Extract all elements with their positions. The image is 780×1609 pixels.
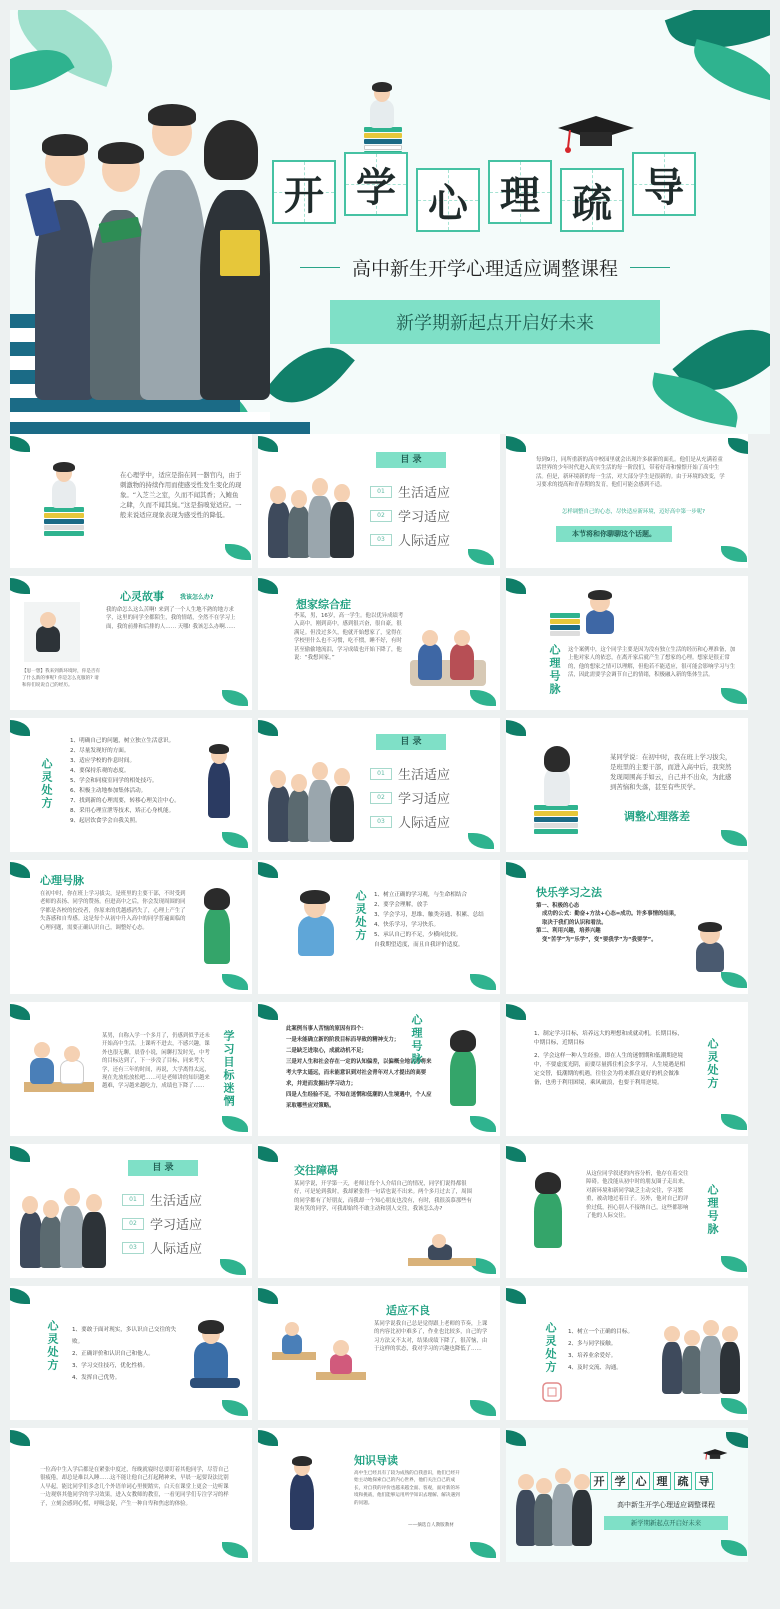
student-at-books-illustration bbox=[550, 586, 630, 642]
slide-source: ——摘选自人教版教材 bbox=[408, 1523, 454, 1528]
prescription-list bbox=[70, 736, 190, 826]
list-item: 4、要保持乐观的态度。 bbox=[70, 768, 130, 774]
leaf-decoration bbox=[686, 39, 770, 101]
slide-title: 交往障碍 bbox=[294, 1164, 338, 1177]
slide-diagnosis-1 bbox=[506, 576, 748, 710]
slide-paragraph: 高中生已经具有了较为成熟的自我意识，他们已经开始主动地探索自己的内心世界，他们关注自己的成长，对自我的评价也越来越全面、客观，面对新的环境和挑战，他们能够运用所学知识去理解、解决遇到的问题。 bbox=[354, 1471, 460, 1506]
list-item: 1、要敢于面对现实，多认识自己交往的失败。 bbox=[72, 1327, 177, 1345]
students-studying-illustration bbox=[24, 1038, 96, 1110]
list-item: 1、制定学习目标，培养远大的理想和成就动机。长期目标，中期目标，近期目标 bbox=[534, 1031, 683, 1046]
students-group-illustration bbox=[514, 1454, 594, 1558]
list-item: 1、明确自己的问题，树立独立生活意识。 bbox=[70, 738, 175, 744]
slide-title: 心灵故事 bbox=[120, 590, 164, 603]
toc-item[interactable]: 01 生活适应 bbox=[122, 1190, 202, 1209]
toc-heading: 目 录 bbox=[128, 1160, 198, 1176]
boy-presenting-illustration bbox=[686, 920, 736, 980]
teacher-pointing-illustration bbox=[282, 1450, 326, 1550]
closing-title bbox=[590, 1472, 713, 1490]
cover-slide bbox=[10, 10, 770, 434]
girl-with-book-illustration bbox=[196, 884, 240, 980]
title-char-box: 导 bbox=[695, 1472, 713, 1490]
students-group-illustration bbox=[660, 1308, 742, 1408]
slide-paragraph: 某同学说：在初中时，我在班上学习拔尖，是班里的主要干部，而进入高中后，我突然发现周围高手如云，自己并不出众，为此感到苦恼和失落，甚至有些厌学。 bbox=[610, 753, 732, 791]
students-group-illustration bbox=[262, 746, 362, 846]
slide-vertical-title: 心理号脉 bbox=[706, 1184, 719, 1236]
graduation-cap-icon bbox=[556, 114, 636, 154]
cover-subtitle bbox=[290, 254, 680, 281]
student-reading-illustration bbox=[40, 462, 100, 542]
slide-paragraph: 我的命怎么这么苦啊! 来到了一个人生地不熟的地方求学，这里的同学全都陌生，我的情绪，全然不在学习上面，我的前排和后排的人…… 天哪! 我该怎么办啊…… bbox=[106, 607, 236, 630]
list-item: 1、树立正确的学习观，与生命相结合 bbox=[374, 892, 468, 898]
slide-toc-3 bbox=[10, 1144, 252, 1278]
prescription-list bbox=[72, 1324, 178, 1384]
slide-vertical-title: 心理号脉 bbox=[410, 1014, 423, 1066]
list-item: 2、多与同学接触。 bbox=[568, 1341, 617, 1347]
prescription-list bbox=[374, 890, 494, 950]
slide-toc-2 bbox=[258, 718, 500, 852]
toc-item[interactable]: 03 人际适应 bbox=[370, 812, 450, 831]
students-group-illustration bbox=[20, 100, 290, 400]
girl-on-books-illustration bbox=[530, 738, 590, 838]
banner-text: 新学期新起点开启好未来 bbox=[396, 313, 594, 334]
slide-closing-cover bbox=[506, 1428, 748, 1562]
toc-item[interactable]: 02 学习适应 bbox=[370, 506, 450, 525]
slide-paragraph: 李某，男，16岁，高一学生。他以优异成绩考入高中，刚到高中，感到很兴奋，很自豪，很满足。但没过多久，他就开始想家了，觉得在学校里什么也不习惯，吃不惯，睡不好，有时甚至偷偷地流泪，学习成绩也开始下降了，他说：“我想回家。” bbox=[294, 613, 404, 662]
slide-prescription-4 bbox=[10, 1286, 252, 1420]
slide-paragraph: 某男，自称入学一个多月了，仍感到似乎还未开始高中生活。上课听不进去，不感兴趣，课外也很无聊，晨昏小说，闲聊打发时光，中考的目标达到了，下一步没了目标，同来考大学，还有三年的时间，再说，大学离得太远，现在先放松放松吧……可是老师讲的知识越来越难，学习越来越吃力，成绩也下降了…… bbox=[102, 1033, 210, 1090]
slide-paragraph: 某同学说我自己总是觉得跟上老师的节奏，上课的内容比初中难多了，作业也比较多，自己的学习方法又不太对，结果成绩下降了，很苦恼，由于这样的状态，我对学习的兴趣也降低了…… bbox=[374, 1321, 488, 1353]
title-char-box: 疏 bbox=[560, 168, 624, 232]
slide-homesick bbox=[258, 576, 500, 710]
slide-happy-learning bbox=[506, 860, 748, 994]
slide-diagnosis-2 bbox=[10, 860, 252, 994]
list-item: 6、积极主动地参加集体活动。 bbox=[70, 788, 147, 794]
list-item: 1、树立一个正确的目标。 bbox=[568, 1329, 634, 1335]
slide-title: 心理号脉 bbox=[40, 874, 84, 887]
toc-heading: 目 录 bbox=[376, 734, 446, 750]
slide-title: 适应不良 bbox=[386, 1304, 430, 1317]
list-item: 3、适应学校的作息时间。 bbox=[70, 758, 136, 764]
slide-new-environment bbox=[506, 434, 748, 568]
slide-anxiety-case bbox=[10, 1428, 252, 1562]
grandparents-illustration bbox=[410, 622, 490, 692]
students-group-illustration bbox=[262, 462, 362, 562]
slide-paragraph: 此案例当事人苦恼的原因有四个： 一是未能确立新的阶段目标而导致的精神支力； 二是缺乏进取心，成就动机不足； 三是对人生和社会存在一定的认知偏差，以偏概全地认为将来考大学太遥远，而未能意识到对社会青年对人才提出的高要求，并进而发掘出学习动力； 四是人生经验不足，不知在迷惘和低潮的人生境遇中，个人应采取哪些应对策略。 bbox=[286, 1026, 432, 1109]
slide-diagnosis-4 bbox=[506, 1144, 748, 1278]
student-at-desk-illustration bbox=[408, 1240, 478, 1274]
list-item: 8、采用心理宣泄等技术，矫正心身机能。 bbox=[70, 808, 175, 814]
title-char-box: 心 bbox=[632, 1472, 650, 1490]
slide-title: 调整心理落差 bbox=[624, 810, 690, 823]
slide-psychological-gap bbox=[506, 718, 748, 852]
slide-vertical-title: 心灵处方 bbox=[544, 1322, 557, 1374]
closing-subtitle: 高中新生开学心理适应调整课程 bbox=[617, 1501, 715, 1509]
girl-with-book-illustration bbox=[526, 1168, 576, 1264]
list-item: 3、学会学习，思维、触类旁通、积累、总结 bbox=[374, 912, 484, 918]
title-char-box: 开 bbox=[272, 160, 336, 224]
toc-item[interactable]: 03 人际适应 bbox=[370, 530, 450, 549]
title-char-box: 理 bbox=[488, 160, 552, 224]
girl-with-glasses-illustration bbox=[288, 884, 348, 968]
slide-vertical-title: 学习目标迷惘 bbox=[222, 1030, 235, 1108]
cover-banner bbox=[330, 300, 660, 344]
slide-vertical-title: 心灵处方 bbox=[46, 1320, 59, 1372]
slide-paragraph: 在心理学中，适应是指在同一器官内，由于刺激物的持续作用而使感受性发生变化的现象。“入芝兰之室，久而不闻其香；入鲍鱼之肆，久而不闻其臭。”这是指嗅觉适应。一般来说适应现象表现为感受性的降低。 bbox=[120, 471, 242, 519]
list-item: 4、发挥自己优势。 bbox=[72, 1375, 121, 1381]
slide-prescription-5 bbox=[506, 1286, 748, 1420]
list-item: 4、及时交流、沟通。 bbox=[568, 1365, 622, 1371]
list-item: 自我期望适度，而且自我评价适度。 bbox=[374, 942, 464, 948]
toc-item[interactable]: 03 人际适应 bbox=[122, 1238, 202, 1257]
title-char-box: 心 bbox=[416, 168, 480, 232]
slide-paragraph: 从这位同学叙述的内容分析，他存在着交往障碍。他没能从初中时的朋友圈子走出来，对新环境和新同学缺乏主动交往，学习繁重，被动地过着日子。另外，他对自己的评价过低，担心别人不接纳自己，这些都影响了他的人际交往。 bbox=[586, 1171, 689, 1220]
slide-caption: 【思一想】我来到新环境时，你是否有了什么新的事呢? 你是怎么克服的? 请和你们说说自己的经历。 bbox=[22, 669, 101, 688]
list-item: 4、快乐学习，学习快乐。 bbox=[374, 922, 440, 928]
title-char-box: 疏 bbox=[674, 1472, 692, 1490]
slide-maladaptation bbox=[258, 1286, 500, 1420]
toc-heading: 目 录 bbox=[376, 452, 446, 468]
slide-paragraph: 在初中时，你在班上学习拔尖，是班里的主要干部，不时受到老师的表扬、同学的赞扬。但进高中之后，你会发现周围的同学都是各校的佼佼者，你原来的优越感消失了，心理上产生了失落感和自卑感。这是每个从初中升入高中的同学普遍面临的心理问题，需要正确认识自己，调整好心态。 bbox=[40, 891, 186, 931]
toc-item[interactable]: 01 生活适应 bbox=[370, 764, 450, 783]
list-item: 5、承认自己的不足，少横向比较。 bbox=[374, 932, 462, 938]
slide-adaptation-intro bbox=[10, 434, 252, 568]
slide-toc bbox=[258, 434, 500, 568]
toc-item[interactable]: 02 学习适应 bbox=[370, 788, 450, 807]
slide-knowledge bbox=[258, 1428, 500, 1562]
slide-paragraph: 某同学说，开学第一天，老师让每个人介绍自己的情况，同学们说得都很好，可是轮到我时，我却紧张得一句话也说不出来。两个多月过去了，周围的同学都有了好朋友，而我却一个知心朋友也没有，有时，我很羡慕那些有说有笑的同学，可我却始终不敢主动和别人交往，我该怎么办? bbox=[294, 1181, 472, 1213]
toc-item[interactable]: 02 学习适应 bbox=[122, 1214, 202, 1233]
slide-pill: 本节将和你聊聊这个话题。 bbox=[556, 526, 672, 542]
list-item: 9、起居饮食学会自我关照。 bbox=[70, 818, 141, 824]
subtitle-text: 高中新生开学心理适应调整课程 bbox=[351, 258, 618, 280]
slide-soul-story bbox=[10, 576, 252, 710]
sad-student-illustration bbox=[24, 602, 80, 662]
student-on-books-illustration bbox=[362, 82, 412, 162]
list-item: 5、学会和同寝室同学的相处技巧。 bbox=[70, 778, 158, 784]
slide-prescription-1 bbox=[10, 718, 252, 852]
slide-paragraph: 一位高中生入学后都是在紧张中度过，每晚就寝时总要盯着其他同学，尽管自己很疲倦，却总是难以入睡……这不能让他自己打起精神来，早晨一起要设法比别人早起，能比同学们多念几个外语单词心里便踏实，白天在课堂上更会一边听课一边观察其他同学的学习效果，进入女教师的教室，一看见同学们专注学习的样子，立刻会感到心慌，呼吸急促，产生一种自卑和焦虑的体验。 bbox=[40, 1467, 229, 1507]
title-char-box: 开 bbox=[590, 1472, 608, 1490]
slide-prescription-2 bbox=[258, 860, 500, 994]
slide-vertical-title: 心理号脉 bbox=[548, 644, 561, 696]
girl-with-book-illustration bbox=[442, 1026, 486, 1122]
slide-paragraph: 这个案例中，这个同学主要是因为没有独立生活的经历和心理准备，加上他对家人的依恋，在离开家后就产生了想家的心理。想家是很正常的，他的想家之情可以理解，但他若不能适应，很可能会影响学习与生活，因此需要学会调节自己的情绪，积极融入新的集体生活。 bbox=[568, 647, 736, 679]
slide-vertical-title: 心灵处方 bbox=[354, 890, 367, 942]
slide-paragraph: 第一、积极的心态 成功的公式：勤奋+方法+心态=成功。许多事情的结果，取决于我们的认识和看法。 第二、利用兴趣，培养兴趣 变“苦学”为“乐学”，变“要我学”为“我要学”。 bbox=[536, 903, 680, 943]
slide-diagnosis-3 bbox=[258, 1002, 500, 1136]
teacher-pointing-illustration bbox=[200, 740, 240, 836]
list-item: 2、学会这样一种人生经验，即在人生的迷惘期和低潮期逆境中，不要虚度光阴，而要尽量抓住机会多学习，人生境遇是相定交替，低潮期的机遇，往往会为将来抓住更好的机会做准备，也勇于利用困境，乘风破浪，也要于利用逆境。 bbox=[534, 1053, 686, 1086]
prescription-list bbox=[568, 1326, 658, 1374]
slide-paragraph: 每到9月，同所重新的高中校园里就会出现许多崭新的面孔。他们是从充满着童话世界的少年时代进入真实生活的每一阶段们，带着好奇和憧憬开始了高中生活。但是，新环境新的每一生活，对大部分学生是很新的。由于环境的改变，学习要求的提高和青春期的发育，他们可能会感到不适。 bbox=[536, 457, 725, 489]
slide-title: 知识导读 bbox=[354, 1454, 398, 1467]
list-item: 3、培养业余爱好。 bbox=[568, 1353, 617, 1359]
title-char-box: 理 bbox=[653, 1472, 671, 1490]
list-item: 2、尽量发现好的方面。 bbox=[70, 748, 130, 754]
cover-title bbox=[272, 160, 696, 227]
slide-social-barrier bbox=[258, 1144, 500, 1278]
slide-prescription-3 bbox=[506, 1002, 748, 1136]
list-item: 3、学习交往技巧，优化性格。 bbox=[72, 1363, 149, 1369]
title-char-box: 学 bbox=[611, 1472, 629, 1490]
graduation-cap-icon bbox=[702, 1448, 728, 1462]
slide-vertical-title: 心灵处方 bbox=[40, 758, 53, 810]
students-group-illustration bbox=[14, 1172, 114, 1272]
students-in-class-illustration bbox=[272, 1322, 368, 1402]
slide-title: 快乐学习之法 bbox=[536, 886, 602, 899]
prescription-list bbox=[534, 1030, 686, 1088]
slide-question: 怎样调整自己的心态，尽快适应新环境，迈好高中第一步呢? bbox=[562, 509, 706, 515]
slide-title: 想家综合症 bbox=[296, 598, 351, 611]
closing-banner: 新学期新起点开启好未来 bbox=[604, 1516, 728, 1530]
list-item: 2、要学会理解，放手 bbox=[374, 902, 428, 908]
slide-goal-confusion bbox=[10, 1002, 252, 1136]
girl-reading-sitting-illustration bbox=[180, 1312, 246, 1402]
list-item: 2、正确评价和认识自己和他人。 bbox=[72, 1351, 154, 1357]
seal-icon bbox=[542, 1382, 562, 1402]
slide-subtitle: 我该怎么办? bbox=[180, 594, 214, 601]
title-char-box: 学 bbox=[344, 152, 408, 216]
title-char-box: 导 bbox=[632, 152, 696, 216]
slide-vertical-title: 心灵处方 bbox=[706, 1038, 719, 1090]
toc-item[interactable]: 01 生活适应 bbox=[370, 482, 450, 501]
list-item: 7、找到新的心理需要，转移心理关注中心。 bbox=[70, 798, 180, 804]
